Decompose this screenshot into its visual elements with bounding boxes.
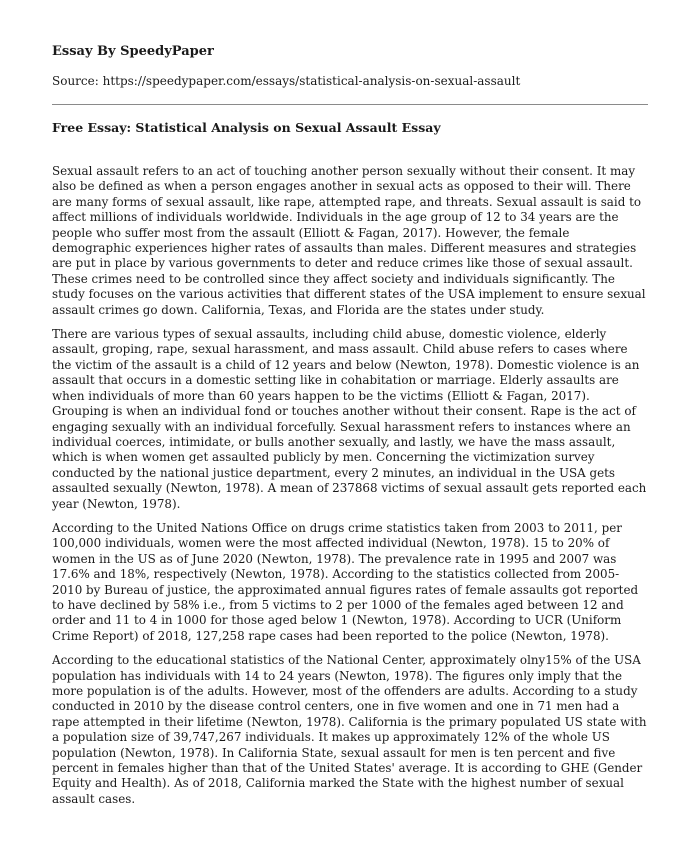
source-line: Source: https://speedypaper.com/essays/statistical-analysis-on-sexual-assault (52, 74, 521, 88)
paragraph-2: There are various types of sexual assaults, including child abuse, domestic violence, elderly assault, groping, rape, sexual harassment, and mass assault. Child abuse refers to cases where the victim of the assault is a child of 12 years and below (Newton, 1978). Domestic violence is an assault that occurs in a domestic setting like in cohabitation or marriage. Elderly assaults are when individuals of more than 60 years happen to be the victims (Elliott & Fagan, 2017). Grouping is when an individual fond or touches another without their consent. Rape is the act of engaging sexually with an individual forcefully. Sexual harassment refers to instances where an individual coerces, intimidate, or bulls another sexually, and lastly, we have the mass assault, which is when women get assaulted publicly by men. Concerning the victimization survey conducted by the national justice department, every 2 minutes, an individual in the USA gets assaulted sexually (Newton, 1978). A mean of 237868 victims of sexual assault gets reported each year (Newton, 1978). (52, 327, 647, 511)
paragraph-3: According to the United Nations Office on drugs crime statistics taken from 2003 to 2011, per 100,000 individuals, women were the most affected individual (Newton, 1978). 15 to 20% of women in the US as of June 2020 (Newton, 1978). The prevalence rate in 1995 and 2007 was 17.6% and 18%, respectively (Newton, 1978). According to the statistics collected from 2005-2010 by Bureau of justice, the approximated annual figures rates of female assaults got reported to have declined by 58% i.e., from 5 victims to 2 per 1000 of the females aged between 12 and order and 11 to 4 in 1000 for those aged below 1 (Newton, 1978). According to UCR (Uniform Crime Report) of 2018, 127,258 rape cases had been reported to the police (Newton, 1978). (52, 520, 639, 643)
paragraph-4: According to the educational statistics of the National Center, approximately olny15% of the USA population has individuals with 14 to 24 years (Newton, 1978). The figures only imply that the more population is of the adults. However, most of the offenders are adults. According to a study conducted in 2010 by the disease control centers, one in five women and one in 71 men had a rape attempted in their lifetime (Newton, 1978). California is the primary populated US state with a population size of 39,747,267 individuals. It makes up approximately 12% of the whole US population (Newton, 1978). In California State, sexual assault for men is ten percent and five percent in females higher than that of the United States' average. It is according to GHE (Gender Equity and Health). As of 2018, California marked the State with the highest number of sexual assault cases. (52, 653, 647, 806)
paragraph-1: Sexual assault refers to an act of touching another person sexually without their consent. It may also be defined as when a person engages another in sexual acts as opposed to their will. There are many forms of sexual assault, like rape, attempted rape, and threats. Sexual assault is said to affect millions of individuals worldwide. Individuals in the age group of 12 to 34 years are the people who suffer most from the assault (Elliott & Fagan, 2017). However, the female demographic experiences higher rates of assaults than males. Different measures and strategies are put in place by various governments to deter and reduce crimes like those of sexual assault. These crimes need to be controlled since they affect society and individuals significantly. The study focuses on the various activities that different states of the USA implement to ensure sexual assault crimes go down. California, Texas, and Florida are the states under study. (52, 164, 646, 317)
essay-title: Free Essay: Statistical Analysis on Sexual Assault Essay (52, 120, 441, 135)
header-divider (52, 104, 648, 105)
site-title: Essay By SpeedyPaper (52, 44, 214, 59)
